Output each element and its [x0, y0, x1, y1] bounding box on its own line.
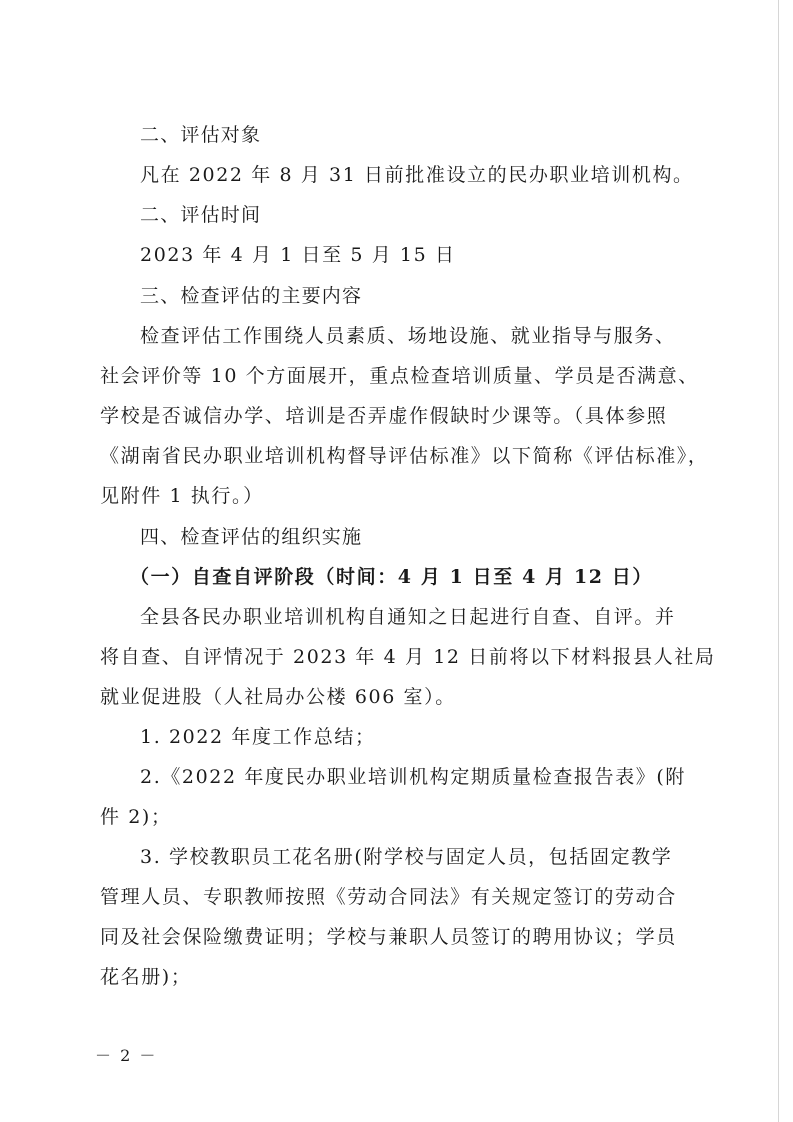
list-item: 2.《2022 年度民办职业培训机构定期质量检查报告表》(附	[140, 766, 686, 788]
section-heading-evaluation-time: 二、评估时间	[140, 204, 262, 226]
section-heading-main-content: 三、检查评估的主要内容	[140, 285, 363, 307]
section-heading-organization: 四、检查评估的组织实施	[140, 526, 363, 548]
paragraph-line: 社会评价等 10 个方面展开，重点检查培训质量、学员是否满意、	[100, 365, 699, 387]
paragraph-line: 将自查、自评情况于 2023 年 4 月 12 日前将以下材料报县人社局	[100, 646, 716, 668]
paragraph-line: 就业促进股（人社局办公楼 606 室）。	[100, 686, 456, 708]
scan-edge-divider	[778, 0, 779, 1122]
list-item-continuation: 管理人员、专职教师按照《劳动合同法》有关规定签订的劳动合	[100, 886, 677, 908]
list-item-continuation: 同及社会保险缴费证明；学校与兼职人员签订的聘用协议；学员	[100, 926, 677, 948]
paragraph-line: 全县各民办职业培训机构自通知之日起进行自查、自评。并	[140, 606, 676, 628]
list-item-continuation: 花名册)；	[100, 966, 192, 988]
section-heading-evaluation-target: 二、评估对象	[140, 124, 262, 146]
paragraph-line: 凡在 2022 年 8 月 31 日前批准设立的民办职业培训机构。	[140, 164, 694, 186]
page-number: － 2 －	[95, 1046, 158, 1065]
subsection-heading-self-check: （一）自查自评阶段（时间：4 月 1 日至 4 月 12 日）	[130, 566, 654, 588]
paragraph-line: 《湖南省民办职业培训机构督导评估标准》以下简称《评估标准》，	[100, 445, 709, 467]
paragraph-line: 检查评估工作围绕人员素质、场地设施、就业指导与服务、	[140, 325, 676, 347]
list-item-continuation: 件 2)；	[100, 806, 172, 828]
list-item: 3. 学校教职员工花名册(附学校与固定人员，包括固定教学	[140, 846, 673, 868]
list-item: 1. 2022 年度工作总结；	[140, 726, 376, 748]
paragraph-line: 见附件 1 执行。）	[100, 485, 264, 507]
paragraph-line: 2023 年 4 月 1 日至 5 月 15 日	[140, 244, 456, 266]
paragraph-line: 学校是否诚信办学、培训是否弄虚作假缺时少课等。（具体参照	[100, 405, 668, 427]
